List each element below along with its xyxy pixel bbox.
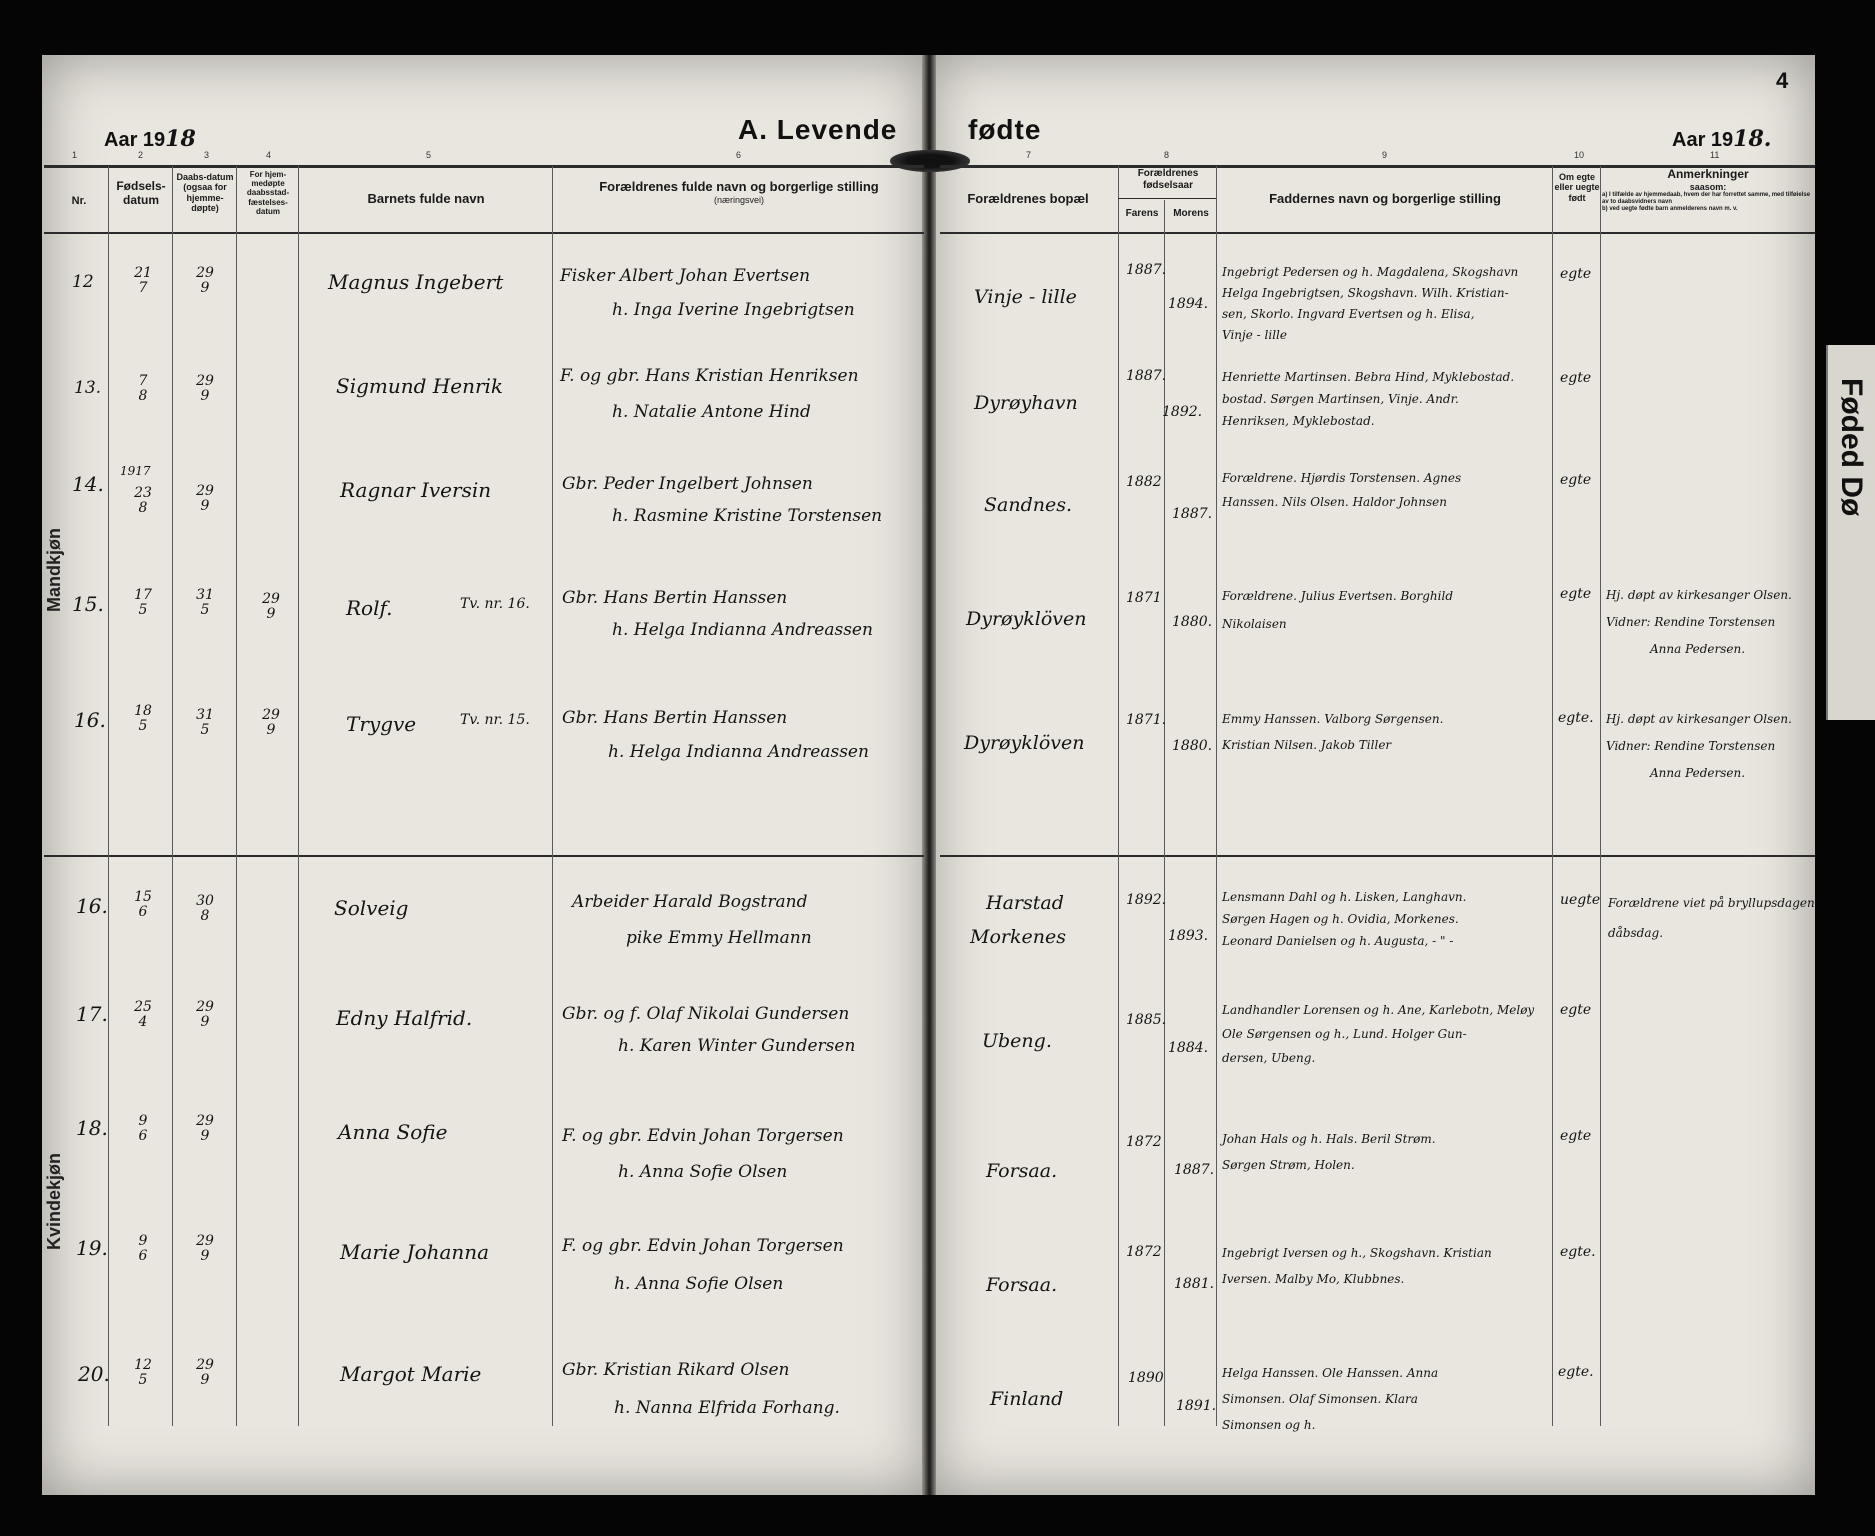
folio-number: 4 xyxy=(1776,68,1789,93)
register-title-left: A. Levende xyxy=(738,114,898,145)
section-divider xyxy=(44,855,924,857)
header-legitimacy: Om egte eller uegte født xyxy=(1554,172,1600,203)
home-baptism-date xyxy=(256,708,286,737)
baptism-month: 5 xyxy=(200,721,210,738)
sponsors xyxy=(1222,886,1466,952)
sponsor-line: Ole Sørgensen og h., Lund. Holger Gun- xyxy=(1222,1027,1467,1041)
sponsor-line: Hanssen. Nils Olsen. Haldor Johnsen xyxy=(1222,495,1447,509)
birth-month: 5 xyxy=(138,601,148,618)
header-parents-sub: (næringsvei) xyxy=(713,194,764,205)
entry-number: 15. xyxy=(72,592,104,616)
birth-date xyxy=(128,890,158,919)
sponsor-line: Forældrene. Julius Evertsen. Borghild xyxy=(1222,589,1454,603)
birth-day: 23 xyxy=(134,485,152,501)
sponsor-line: Ingebrigt Pedersen og h. Magdalena, Skogshavn xyxy=(1222,265,1519,279)
mother-birth-year: 1891. xyxy=(1176,1398,1217,1414)
parents-mother: h. Anna Sofie Olsen xyxy=(614,1274,784,1294)
birth-month: 6 xyxy=(138,1127,148,1144)
baptism-date xyxy=(190,1114,220,1143)
parents-father: Gbr. Hans Bertin Hanssen xyxy=(562,708,788,728)
baptism-month: 5 xyxy=(200,601,210,618)
residence: Forsaa. xyxy=(986,1274,1058,1296)
header-remarks-title: Anmerkninger xyxy=(1667,167,1749,181)
child-name: Trygve xyxy=(346,712,417,736)
father-birth-year: 1882 xyxy=(1126,474,1162,490)
residence: Finland xyxy=(990,1388,1064,1410)
baptism-date xyxy=(190,374,220,403)
section-label-female: Kvindekjøn xyxy=(44,1152,64,1250)
column-number: 11 xyxy=(1710,150,1720,160)
header-parents-title: Forældrenes fulde navn og borgerlige stilling xyxy=(599,179,879,194)
entry-number: 16. xyxy=(76,894,108,918)
remark-line: dåbsdag. xyxy=(1608,926,1664,940)
remark-line: Hj. døpt av kirkesanger Olsen. xyxy=(1606,588,1792,602)
residence: Vinje - lille xyxy=(974,286,1077,308)
sponsor-line: Simonsen. Olaf Simonsen. Klara xyxy=(1222,1392,1418,1406)
birth-date xyxy=(128,704,158,733)
birth-day: 7 xyxy=(138,373,148,389)
header-parents xyxy=(554,180,924,205)
parents-mother: h. Inga Iverine Ingebrigtsen xyxy=(612,300,855,320)
baptism-date xyxy=(190,708,220,737)
birth-month: 8 xyxy=(138,499,148,516)
sponsor-line: Henriksen, Myklebostad. xyxy=(1222,414,1375,428)
home-baptism-month: 9 xyxy=(266,721,276,738)
baptism-month: 9 xyxy=(200,497,210,514)
sponsor-line: Simonsen og h. xyxy=(1222,1418,1316,1432)
sponsor-line: Sørgen Hagen og h. Ovidia, Morkenes. xyxy=(1222,912,1459,926)
remarks xyxy=(1606,706,1792,787)
binding-clip xyxy=(890,150,970,172)
entry-number: 17. xyxy=(76,1002,108,1026)
child-name: Anna Sofie xyxy=(338,1120,448,1144)
remark-line: Vidner: Rendine Torstensen xyxy=(1606,739,1776,753)
column-number: 10 xyxy=(1574,150,1585,160)
sponsor-line: Lensmann Dahl og h. Lisken, Langhavn. xyxy=(1222,890,1467,904)
baptism-date xyxy=(190,894,220,923)
baptism-month: 9 xyxy=(200,1013,210,1030)
child-name: Sigmund Henrik xyxy=(336,374,504,398)
header-remarks-a: a) I tilfælde av hjemmedaab, hvem der har forrettet samme, med tilføielse av to daabsvidners navn xyxy=(1602,192,1811,206)
sponsor-line: Helga Ingebrigtsen, Skogshavn. Wilh. Kristian- xyxy=(1222,286,1509,300)
residence-secondary: Morkenes xyxy=(970,926,1066,948)
parents-mother: h. Rasmine Kristine Torstensen xyxy=(612,506,883,526)
residence: Dyrøyhavn xyxy=(974,392,1078,414)
birth-month: 7 xyxy=(138,279,148,296)
birth-day: 12 xyxy=(134,1357,152,1373)
column-rule xyxy=(1552,166,1553,1426)
column-rule xyxy=(1216,166,1217,1426)
father-birth-year: 1890 xyxy=(1128,1370,1164,1386)
parents-mother: pike Emmy Hellmann xyxy=(626,928,812,948)
parents-father: F. og gbr. Hans Kristian Henriksen xyxy=(560,366,859,386)
legitimacy: egte. xyxy=(1558,1364,1594,1380)
column-number: 4 xyxy=(266,150,272,160)
header-baptism-date: Daabs-datum (ogsaa for hjemme-døpte) xyxy=(176,172,234,214)
header-top-rule xyxy=(44,165,924,168)
header-remarks xyxy=(1602,168,1814,213)
mother-birth-year: 1892. xyxy=(1162,404,1203,420)
parents-father: F. og gbr. Edvin Johan Torgersen xyxy=(562,1236,844,1256)
header-birth-years: Forældrenes fødselsaar xyxy=(1137,168,1199,191)
baptism-day: 29 xyxy=(196,265,214,281)
header-child-name: Barnets fulde navn xyxy=(367,191,485,206)
column-number: 5 xyxy=(426,150,432,160)
sponsor-line: Forældrene. Hjørdis Torstensen. Agnes xyxy=(1222,471,1462,485)
father-birth-year: 1871 xyxy=(1126,590,1162,606)
mother-birth-year: 1893. xyxy=(1168,928,1209,944)
birth-month: 4 xyxy=(138,1013,148,1030)
parents-father: F. og gbr. Edvin Johan Torgersen xyxy=(562,1126,844,1146)
sponsor-line: Landhandler Lorensen og h. Ane, Karlebotn, Meløy xyxy=(1222,1003,1535,1017)
parents-father: Gbr. Peder Ingelbert Johnsen xyxy=(562,474,813,494)
birth-date xyxy=(128,1358,158,1387)
sponsor-line: bostad. Sørgen Martinsen, Vinje. Andr. xyxy=(1222,392,1459,406)
column-number: 7 xyxy=(1026,150,1032,160)
home-baptism-month: 9 xyxy=(266,605,276,622)
birth-day: 25 xyxy=(134,999,152,1015)
residence: Dyrøyklöven xyxy=(964,732,1085,754)
sponsors xyxy=(1222,366,1514,432)
father-birth-year: 1871. xyxy=(1126,712,1167,728)
sponsors xyxy=(1222,1126,1436,1178)
register-title-right: fødte xyxy=(968,114,1042,145)
baptism-month: 9 xyxy=(200,1247,210,1264)
sponsors xyxy=(1222,1360,1438,1438)
birth-day: 9 xyxy=(138,1233,148,1249)
baptism-date xyxy=(190,1234,220,1263)
twin-note: Tv. nr. 16. xyxy=(460,596,530,612)
header-birth-date: Fødsels-datum xyxy=(116,179,166,207)
remarks xyxy=(1608,888,1815,948)
birth-day: 9 xyxy=(138,1113,148,1129)
entry-number: 20. xyxy=(78,1362,110,1386)
sponsors xyxy=(1222,998,1534,1070)
sponsor-line: Henriette Martinsen. Bebra Hind, Myklebostad. xyxy=(1222,370,1515,384)
header-bottom-rule xyxy=(940,232,1815,234)
year-label-right: Aar 1918. xyxy=(1672,126,1772,152)
entry-number: 16. xyxy=(74,708,106,732)
legitimacy: egte xyxy=(1560,370,1592,386)
birth-year: 1917 xyxy=(120,464,151,478)
home-baptism-date xyxy=(256,592,286,621)
birth-date xyxy=(128,1000,158,1029)
sponsor-line: Johan Hals og h. Hals. Beril Strøm. xyxy=(1222,1132,1436,1146)
sponsor-line: Sørgen Strøm, Holen. xyxy=(1222,1158,1355,1172)
baptism-day: 29 xyxy=(196,1357,214,1373)
sponsors xyxy=(1222,582,1453,638)
home-baptism-day: 29 xyxy=(262,707,280,723)
column-number: 6 xyxy=(736,150,742,160)
legitimacy: egte xyxy=(1560,1002,1592,1018)
header-remarks-b: b) ved uegte fødte barn anmelderens navn m. v. xyxy=(1602,205,1738,212)
column-number: 3 xyxy=(204,150,210,160)
subheader-rule xyxy=(1118,198,1216,199)
sponsors xyxy=(1222,262,1518,346)
legitimacy: egte xyxy=(1560,266,1592,282)
baptism-day: 29 xyxy=(196,483,214,499)
sponsor-line: Ingebrigt Iversen og h., Skogshavn. Kristian xyxy=(1222,1246,1492,1260)
header-bottom-rule xyxy=(44,232,924,234)
parents-mother: h. Helga Indianna Andreassen xyxy=(612,620,873,640)
birth-date xyxy=(128,1114,158,1143)
birth-month: 8 xyxy=(138,387,148,404)
entry-number: 18. xyxy=(76,1116,108,1140)
mother-birth-year: 1887. xyxy=(1174,1162,1215,1178)
birth-day: 18 xyxy=(134,703,152,719)
header-father-year: Farens xyxy=(1125,208,1159,219)
remark-line: Vidner: Rendine Torstensen xyxy=(1606,615,1776,629)
birth-month: 6 xyxy=(138,1247,148,1264)
father-birth-year: 1872 xyxy=(1126,1134,1162,1150)
book-gutter xyxy=(922,55,936,1495)
header-nr: Nr. xyxy=(71,195,87,207)
remark-line: Anna Pedersen. xyxy=(1650,766,1746,780)
sponsors xyxy=(1222,466,1461,514)
entry-number: 13. xyxy=(74,378,102,398)
baptism-date xyxy=(190,266,220,295)
birth-month: 6 xyxy=(138,903,148,920)
column-number: 9 xyxy=(1382,150,1388,160)
child-name: Ragnar Iversin xyxy=(340,478,492,502)
baptism-month: 9 xyxy=(200,1371,210,1388)
birth-month: 5 xyxy=(138,717,148,734)
remark-line: Forældrene viet på bryllupsdagen xyxy=(1608,896,1815,910)
sponsor-line: Emmy Hanssen. Valborg Sørgensen. xyxy=(1222,712,1444,726)
header-residence: Forældrenes bopæl xyxy=(967,191,1089,206)
birth-day: 17 xyxy=(134,587,152,603)
column-rule xyxy=(236,166,237,1426)
mother-birth-year: 1880. xyxy=(1172,738,1213,754)
column-rule xyxy=(1118,166,1119,1426)
residence: Harstad xyxy=(986,892,1064,914)
parents-mother: h. Natalie Antone Hind xyxy=(612,402,811,422)
entry-number: 14. xyxy=(72,472,104,496)
parents-father: Arbeider Harald Bogstrand xyxy=(572,892,808,912)
birth-date xyxy=(128,486,158,515)
father-birth-year: 1887. xyxy=(1126,262,1167,278)
father-birth-year: 1872 xyxy=(1126,1244,1162,1260)
parents-father: Gbr. og f. Olaf Nikolai Gundersen xyxy=(562,1004,850,1024)
legitimacy: egte. xyxy=(1558,710,1594,726)
mother-birth-year: 1894. xyxy=(1168,296,1209,312)
parents-father: Gbr. Kristian Rikard Olsen xyxy=(562,1360,790,1380)
column-rule xyxy=(108,166,109,1426)
birth-day: 15 xyxy=(134,889,152,905)
column-number: 1 xyxy=(72,150,78,160)
birth-date xyxy=(128,374,158,403)
sponsor-line: Iversen. Malby Mo, Klubbnes. xyxy=(1222,1272,1405,1286)
year-label-left: Aar 1918 xyxy=(104,126,196,152)
home-baptism-day: 29 xyxy=(262,591,280,607)
birth-date xyxy=(128,1234,158,1263)
legitimacy: uegte xyxy=(1560,892,1601,908)
legitimacy: egte xyxy=(1560,1128,1592,1144)
baptism-day: 29 xyxy=(196,373,214,389)
baptism-date xyxy=(190,1358,220,1387)
header-sponsors: Faddernes navn og borgerlige stilling xyxy=(1269,191,1501,206)
mother-birth-year: 1887. xyxy=(1172,506,1213,522)
parents-mother: h. Nanna Elfrida Forhang. xyxy=(614,1398,840,1418)
parents-mother: h. Helga Indianna Andreassen xyxy=(608,742,869,762)
parents-mother: h. Karen Winter Gundersen xyxy=(618,1036,856,1056)
column-rule xyxy=(172,166,173,1426)
baptism-day: 30 xyxy=(196,893,214,909)
father-birth-year: 1892. xyxy=(1126,892,1167,908)
remark-line: Anna Pedersen. xyxy=(1650,642,1746,656)
sponsor-line: Leonard Danielsen og h. Augusta, - " - xyxy=(1222,934,1454,948)
baptism-date xyxy=(190,1000,220,1029)
baptism-month: 9 xyxy=(200,387,210,404)
residence: Sandnes. xyxy=(984,494,1073,516)
column-number: 2 xyxy=(138,150,144,160)
legitimacy: egte. xyxy=(1560,1244,1596,1260)
parents-father: Fisker Albert Johan Evertsen xyxy=(560,266,811,286)
sponsor-line: Nikolaisen xyxy=(1222,617,1287,631)
birth-day: 21 xyxy=(134,265,152,281)
sponsor-line: Vinje - lille xyxy=(1222,328,1287,342)
header-remarks-sub: saasom: xyxy=(1689,181,1727,192)
index-tab-label: Føded Dø xyxy=(1835,378,1868,517)
remarks xyxy=(1606,582,1792,663)
section-divider xyxy=(940,855,1815,857)
child-name: Solveig xyxy=(334,896,409,920)
legitimacy: egte xyxy=(1560,586,1592,602)
sponsor-line: sen, Skorlo. Ingvard Evertsen og h. Elisa, xyxy=(1222,307,1475,321)
residence: Forsaa. xyxy=(986,1160,1058,1182)
entry-number: 12 xyxy=(72,272,94,292)
mother-birth-year: 1880. xyxy=(1172,614,1213,630)
child-name: Margot Marie xyxy=(340,1362,482,1386)
baptism-day: 29 xyxy=(196,1113,214,1129)
residence: Ubeng. xyxy=(982,1030,1052,1052)
mother-birth-year: 1881. xyxy=(1174,1276,1215,1292)
column-rule xyxy=(552,166,553,1426)
sponsor-line: dersen, Ubeng. xyxy=(1222,1051,1316,1065)
baptism-month: 9 xyxy=(200,1127,210,1144)
child-name: Edny Halfrid. xyxy=(336,1006,473,1030)
entry-number: 19. xyxy=(76,1236,108,1260)
birth-date xyxy=(128,588,158,617)
mother-birth-year: 1884. xyxy=(1168,1040,1209,1056)
baptism-day: 29 xyxy=(196,999,214,1015)
baptism-day: 29 xyxy=(196,1233,214,1249)
baptism-month: 8 xyxy=(200,907,210,924)
child-name: Rolf. xyxy=(346,596,393,620)
twin-note: Tv. nr. 15. xyxy=(460,712,530,728)
sponsor-line: Helga Hanssen. Ole Hanssen. Anna xyxy=(1222,1366,1439,1380)
header-mother-year: Morens xyxy=(1173,208,1209,219)
child-name: Magnus Ingebert xyxy=(328,270,504,294)
birth-month: 5 xyxy=(138,1371,148,1388)
sponsors xyxy=(1222,1240,1492,1292)
birth-date xyxy=(128,266,158,295)
father-birth-year: 1885. xyxy=(1126,1012,1167,1028)
baptism-month: 9 xyxy=(200,279,210,296)
legitimacy: egte xyxy=(1560,472,1592,488)
baptism-date xyxy=(190,588,220,617)
sponsor-line: Kristian Nilsen. Jakob Tiller xyxy=(1222,738,1392,752)
remark-line: Hj. døpt av kirkesanger Olsen. xyxy=(1606,712,1792,726)
parents-mother: h. Anna Sofie Olsen xyxy=(618,1162,788,1182)
column-rule xyxy=(1600,166,1601,1426)
header-home-baptized: For hjem-medøpte daabsstad-fæstelses-datum xyxy=(246,170,290,216)
section-label-male: Mandkjøn xyxy=(44,528,64,612)
column-rule xyxy=(298,166,299,1426)
sponsors xyxy=(1222,706,1443,758)
column-number: 8 xyxy=(1164,150,1170,160)
child-name: Marie Johanna xyxy=(340,1240,490,1264)
baptism-date xyxy=(190,484,220,513)
baptism-day: 31 xyxy=(196,587,214,603)
residence: Dyrøyklöven xyxy=(966,608,1087,630)
parents-father: Gbr. Hans Bertin Hanssen xyxy=(562,588,788,608)
father-birth-year: 1887. xyxy=(1126,368,1167,384)
baptism-day: 31 xyxy=(196,707,214,723)
